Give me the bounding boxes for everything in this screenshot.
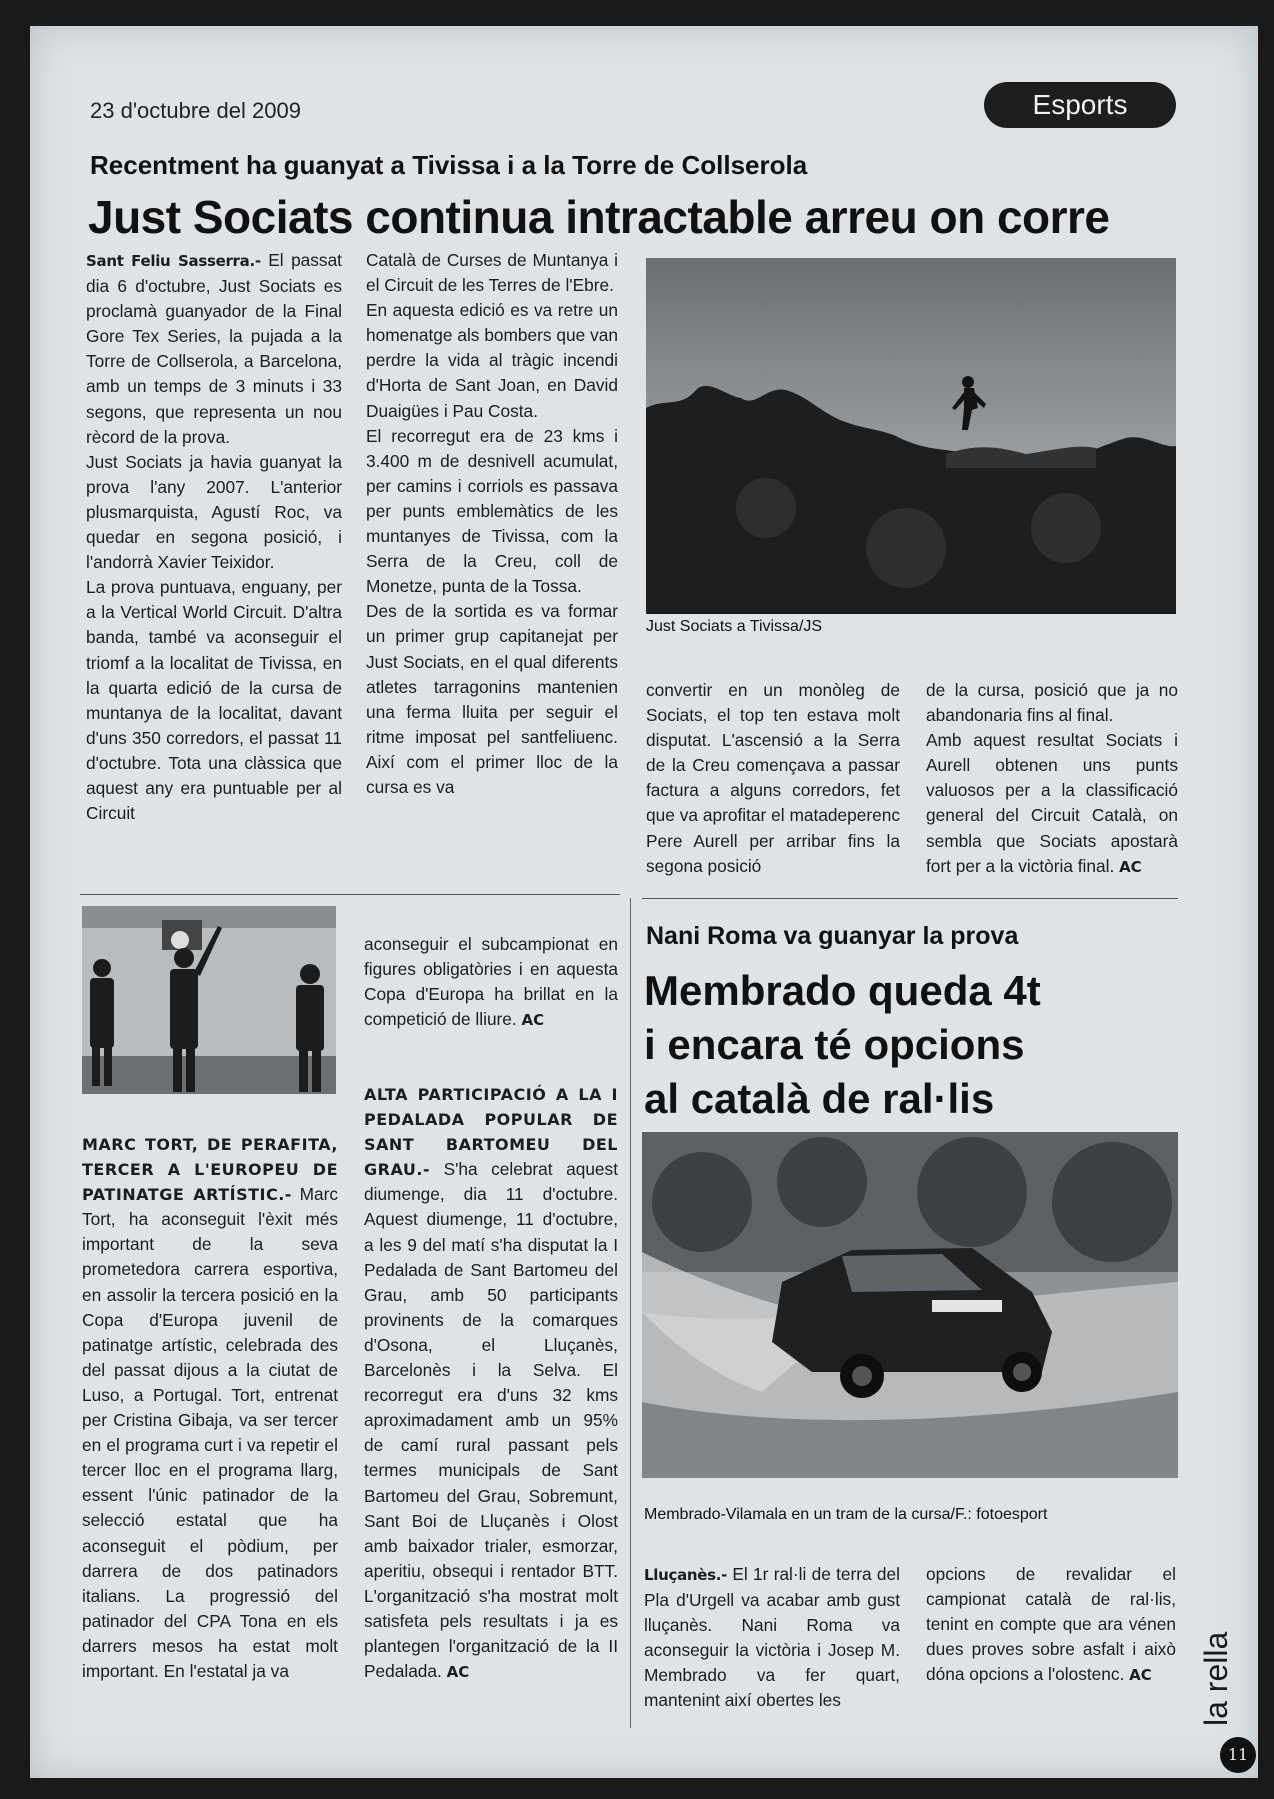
vertical-divider bbox=[630, 898, 631, 1728]
article2-continued bbox=[364, 932, 618, 1033]
rally-car-image bbox=[642, 1132, 1178, 1478]
horizontal-divider-left bbox=[80, 894, 620, 895]
skater-podium-photo bbox=[82, 906, 336, 1094]
article3-body: S'ha celebrat aquest diumenge, dia 11 d'octubre. Aquest diumenge, 11 d'octubre, a les 9 del matí s'ha disputat la I Pedalada de Sant Bartomeu del Grau, amb 50 participants provinents de la comarques d'Osona, el Lluçanès, Barcelonès i la Selva. El recorregut era d'uns 32 kms aproximadament amb un 95% de camí rural passant pels termes municipals de Sant Bartomeu del Grau, Sobremunt, Sant Boi de Lluçanès i Olost amb baixador trialer, esmorzar, aperitiu, obsequi i rentador BTT. L'organització s'ha mostrat molt satisfeta pels resultats i ja es plantegen l'organització de la II Pedalada. bbox=[364, 1159, 618, 1682]
article2-headline: MARC TORT, DE PERAFITA, TERCER A L'EUROPEU DE PATINATGE ARTÍSTIC.- bbox=[82, 1135, 338, 1205]
article4-headline bbox=[644, 964, 1041, 1126]
article1-paragraph-2: Just Sociats ja havia guanyat la prova l'any 2007. L'anterior plusmarquista, Agustí Roc, va quedar en segona posició, i l'andorrà Xavier Teixidor. bbox=[86, 451, 342, 573]
article4-headline-line-1: Membrado queda 4t bbox=[644, 967, 1041, 1014]
article4-headline-line-3: al català de ral·lis bbox=[644, 1075, 995, 1122]
publication-name: la rella bbox=[1198, 1631, 1234, 1726]
article1-kicker: Recentment ha guanyat a Tivissa i a la Torre de Collserola bbox=[90, 150, 808, 180]
article3-headline: ALTA PARTICIPACIÓ A LA I PEDALADA POPULAR DE SANT BARTOMEU DEL GRAU.- bbox=[364, 1085, 618, 1180]
podium-image bbox=[82, 906, 336, 1094]
article1-paragraph-7: Des de la sortida es va formar un primer grup capitanejat per Just Sociats, en el qual diferents atletes tarragonins mantenien una ferma lluita per seguir el ritme imposat pel santfeliuenc. Així com el primer lloc de la cursa es va bbox=[366, 601, 618, 797]
issue-date: 23 d'octubre del 2009 bbox=[90, 98, 301, 123]
section-badge: Esports bbox=[984, 82, 1176, 128]
article1-column-2 bbox=[366, 248, 618, 800]
article1-final-text: Amb aquest resultat Sociats i Aurell obtenen uns punts valuosos per a la classificació general del Circuit Català, on sembla que Sociats apostarà fort per a la victòria final. bbox=[926, 730, 1178, 876]
article3-paragraph bbox=[364, 1082, 618, 1685]
article2-column-1 bbox=[82, 1132, 338, 1684]
article1-paragraph-8: convertir en un monòleg de Sociats, el top ten estava molt disputat. L'ascensió a la Serra de la Creu començava a passar factura a alguns corredors, fet que va aprofitar el matadeperenc Pere Aurell per arribar fins la segona posició bbox=[646, 680, 900, 876]
article4-col1-text: El 1r ral·li de terra del Pla d'Urgell va acabar amb gust lluçanès. Nani Roma va aconseguir la victòria i Josep M. Membrado va fer quart, mantenint així obertes les bbox=[644, 1564, 900, 1711]
article1-column-1 bbox=[86, 248, 342, 826]
article1-paragraph-5: En aquesta edició es va retre un homenatge als bombers que van perdre la vida al tràgic incendi d'Horta de Sant Joan, en David Duaigües i Pau Costa. bbox=[366, 300, 618, 421]
article4-paragraph-1 bbox=[644, 1562, 900, 1714]
article4-headline-line-2: i encara té opcions bbox=[644, 1021, 1025, 1068]
article4-paragraph-2 bbox=[926, 1562, 1176, 1688]
article1-signature: AC bbox=[1119, 857, 1142, 876]
article4-signature: AC bbox=[1129, 1666, 1152, 1685]
article1-headline: Just Sociats continua intractable arreu on corre bbox=[88, 191, 1110, 243]
article4-lead-place: Lluçanès.- bbox=[644, 1566, 728, 1584]
article1-paragraph-9: de la cursa, posició que ja no abandonaria fins al final. bbox=[926, 680, 1178, 726]
rally-car-photo bbox=[642, 1132, 1178, 1478]
article1-lead-place: Sant Feliu Sasserra.- bbox=[86, 252, 261, 270]
article1-paragraph-1 bbox=[86, 248, 342, 450]
article2-signature: AC bbox=[521, 1011, 545, 1030]
article1-col1-text: El passat dia 6 d'octubre, Just Sociats es proclamà guanyador de la Final Gore Tex Series, la pujada a la Torre de Collserola, a Barcelona, amb un temps de 3 minuts i 33 segons, que representa un nou rècord de la prova. bbox=[86, 250, 342, 447]
article1-paragraph-6: El recorregut era de 23 kms i 3.400 m de desnivell acumulat, per camins i corriols es passava per punts emblemàtics de les muntanyes de Tivissa, com la Serra de la Creu, coll de Monetze, punta de la Tossa. bbox=[366, 425, 618, 597]
article4-kicker: Nani Roma va guanyar la prova bbox=[646, 922, 1019, 950]
article3-column bbox=[364, 1082, 618, 1685]
article3-signature: AC bbox=[446, 1663, 470, 1682]
article2-body: Marc Tort, ha aconseguit l'èxit més important de la seva prometedora carrera esportiva, en assolir la tercera posició en la Copa d'Europa juvenil de patinatge artístic, celebrada des del passat dijous a la ciutat de Luso, a Portugal. Tort, entrenat per Cristina Gibaja, va ser tercer en el programa curt i va repetir el tercer lloc en el programa llarg, essent l'únic patinador de la selecció estatal que ha aconseguit el pòdium, per darrera de dos patinadors italians. La progressió del patinador del CPA Tona en els darrers mesos ha estat molt important. En l'estatal ja va bbox=[82, 1184, 338, 1681]
article1-paragraph-10 bbox=[926, 728, 1178, 880]
article2-column-2 bbox=[364, 932, 618, 1033]
article1-column-4 bbox=[926, 678, 1178, 880]
newspaper-page bbox=[30, 26, 1258, 1778]
rally-photo-caption: Membrado-Vilamala en un tram de la cursa/F.: fotoesport bbox=[644, 1506, 1048, 1523]
runner-photo-caption: Just Sociats a Tivissa/JS bbox=[646, 618, 823, 635]
horizontal-divider-right bbox=[642, 898, 1178, 899]
article4-col2-text: opcions de revalidar el campionat català de ral·lis, tenint en compte que ara vénen dues proves sobre asfalt i això dóna opcions a l'olostenc. bbox=[926, 1564, 1176, 1685]
article1-paragraph-3: La prova puntuava, enguany, per a la Vertical World Circuit. D'altra banda, també va aconseguir el triomf a la localitat de Tivissa, en la quarta edició de la cursa de muntanya de la localitat, davant d'uns 350 corredors, el passat 11 d'octubre. Tota una clàssica que aquest any era puntuable per al Circuit bbox=[86, 577, 342, 824]
article4-column-1 bbox=[644, 1562, 900, 1714]
runner-photo bbox=[646, 258, 1176, 614]
article2-paragraph bbox=[82, 1132, 338, 1684]
article2-continued-text: aconseguir el subcampionat en figures obligatòries i en aquesta Copa d'Europa ha brillat en la competició de lliure. bbox=[364, 934, 618, 1030]
page-number: 11 bbox=[1220, 1737, 1256, 1773]
article1-column-3 bbox=[646, 678, 900, 879]
runner-silhouette-image bbox=[646, 258, 1176, 614]
article4-column-2 bbox=[926, 1562, 1176, 1688]
article1-paragraph-4: Català de Curses de Muntanya i el Circuit de les Terres de l'Ebre. bbox=[366, 250, 618, 296]
